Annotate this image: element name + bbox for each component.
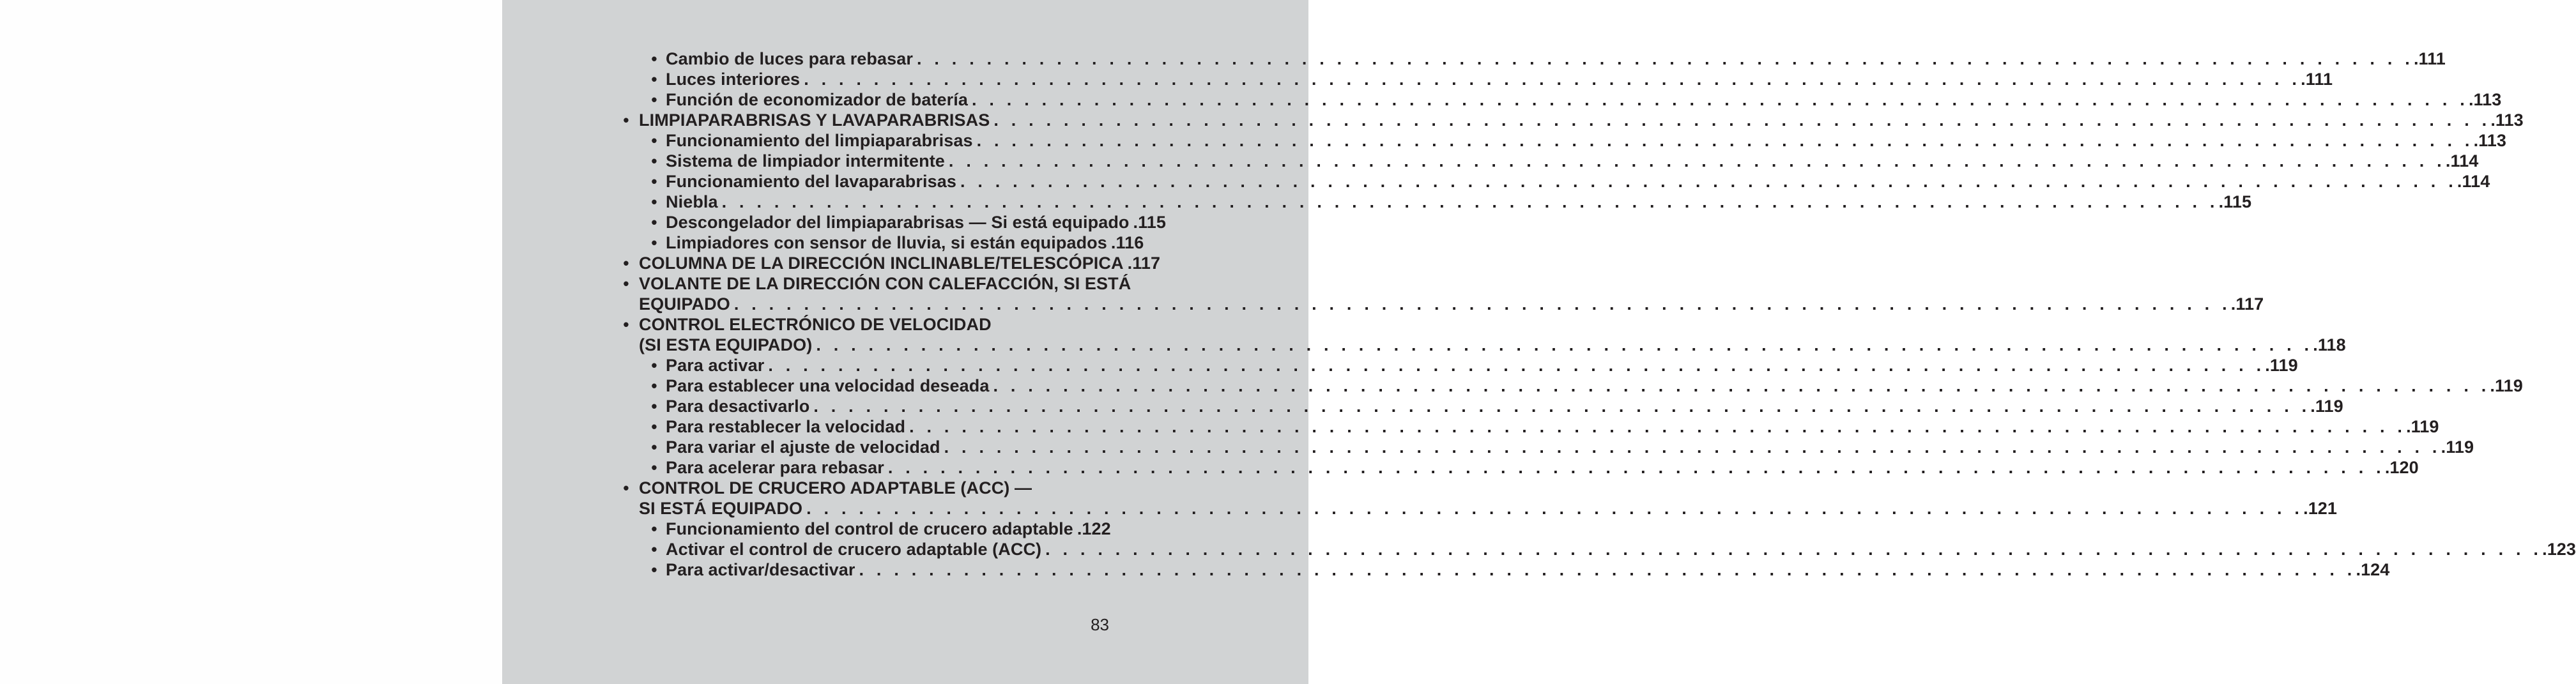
toc-entry-label: Para variar el ajuste de velocidad xyxy=(666,437,940,457)
toc-entry-label: Para establecer una velocidad deseada xyxy=(666,376,990,395)
toc-entry-funcionamiento-limpiaparabrisas xyxy=(651,130,2507,151)
blank-left-page xyxy=(0,0,502,684)
toc-entry-page: .119 xyxy=(2490,376,2523,395)
toc-entry-label: Niebla xyxy=(666,192,718,211)
toc-entry-page: .113 xyxy=(2468,90,2502,109)
toc-entry-luces-interiores xyxy=(651,69,2333,89)
toc-entry-label: Funcionamiento del limpiaparabrisas xyxy=(666,131,973,150)
toc-entry-label: Limpiadores con sensor de lluvia, si están equipados xyxy=(666,233,1107,252)
bullet-icon: • xyxy=(651,192,657,211)
toc-entry-control-electronico-velocidad xyxy=(623,314,1109,335)
toc-entry-page: .121 xyxy=(2303,499,2338,518)
dot-leader: . . . . . . . . . . . . . . . . . . . . . . . . . . . . . . . . . . . . . . . . . . . . . . . . . . . . . . . . . . . . . . . . . . . . . . . . . . . . . . . . . . . . . . xyxy=(971,90,2469,109)
bullet-icon: • xyxy=(623,315,629,334)
bullet-icon: • xyxy=(651,70,657,89)
toc-entry-sensor-lluvia xyxy=(651,232,1144,253)
dot-leader: . . . . . . . . . . . . . . . . . . . . . . . . . . . . . . . . . . . . . . . . . . . . . . . . . . . . . . . . . . . . . . . . . . . . . . . . . . . . . . . . . . . . . . xyxy=(806,499,2304,518)
toc-entry-label: Luces interiores xyxy=(666,70,801,89)
toc-entry-page: .119 xyxy=(2265,356,2298,375)
dot-leader: . . . . . . . . . . . . . . . . . . . . . . . . . . . . . . . . . . . . . . . . . . . . . . . . . . . . . . . . . . . . . . . . . . . . . . . . . . . . . . . . . . . . . . xyxy=(813,397,2311,416)
toc-entry-label: Cambio de luces para rebasar xyxy=(666,49,913,68)
toc-entry-variar-ajuste xyxy=(651,437,2474,457)
toc-entry-label: VOLANTE DE LA DIRECCIÓN CON CALEFACCIÓN, SI ESTÁ xyxy=(639,274,1131,293)
toc-entry-page: .122 xyxy=(1077,519,1111,538)
toc-entry-label: Para restablecer la velocidad xyxy=(666,417,906,436)
toc-entry-page: .124 xyxy=(2356,560,2390,579)
toc-entry-label: Funcionamiento del lavaparabrisas xyxy=(666,172,956,191)
toc-entry-volante-calefaccion xyxy=(623,273,1131,294)
toc-entry-activar-desactivar xyxy=(651,559,2390,580)
dot-leader: . . . . . . . . . . . . . . . . . . . . . . . . . . . . . . . . . . . . . . . . . . . . . . . . . . . . . . . . . . . . . . . . . . . . . . . . . . . . . . . . . . . . . . xyxy=(887,458,2385,477)
toc-entry-para-activar xyxy=(651,355,2298,376)
bullet-icon: • xyxy=(651,560,657,579)
toc-entry-restablecer-velocidad xyxy=(651,416,2439,437)
toc-entry-crucero-adaptable xyxy=(623,478,1109,498)
toc-entry-page: .123 xyxy=(2542,540,2576,559)
toc-entry-page: .111 xyxy=(2301,70,2333,89)
toc-entry-page: .114 xyxy=(2457,172,2490,191)
toc-entry-label: LIMPIAPARABRISAS Y LAVAPARABRISAS xyxy=(639,110,990,130)
toc-entry-page: .116 xyxy=(1110,233,1144,252)
dot-leader: . . . . . . . . . . . . . . . . . . . . . . . . . . . . . . . . . . . . . . . . . . . . . . . . . . . . . . . . . . . . . . . . . . . . . . . . . . . . . . . . . . . . . . xyxy=(993,110,2491,130)
toc-entry-limpiador-intermitente xyxy=(651,151,2479,171)
toc-entry-label: COLUMNA DE LA DIRECCIÓN INCLINABLE/TELESCÓPICA xyxy=(639,254,1124,273)
bullet-icon: • xyxy=(651,90,657,109)
toc-entry-label: EQUIPADO xyxy=(639,294,730,314)
page-number: 83 xyxy=(1091,615,1109,634)
bullet-icon: • xyxy=(651,213,657,232)
toc-entry-desactivarlo xyxy=(651,396,2343,416)
toc-entry-label: Descongelador del limpiaparabrisas — Si está equipado xyxy=(666,213,1130,232)
toc-entry-label: CONTROL DE CRUCERO ADAPTABLE (ACC) — xyxy=(639,478,1032,498)
toc-entry-label: Funcionamiento del control de crucero adaptable xyxy=(666,519,1073,538)
bullet-icon: • xyxy=(651,540,657,559)
table-of-contents xyxy=(502,0,2576,684)
toc-entry-cambio-de-luces xyxy=(651,49,2446,69)
bullet-icon: • xyxy=(651,437,657,457)
toc-entry-page: .117 xyxy=(1127,254,1161,273)
bullet-icon: • xyxy=(651,131,657,150)
toc-entry-label: Para activar/desactivar xyxy=(666,560,855,579)
toc-entry-label: Para desactivarlo xyxy=(666,397,810,416)
dot-leader: . . . . . . . . . . . . . . . . . . . . . . . . . . . . . . . . . . . . . . . . . . . . . . . . . . . . . . . . . . . . . . . . . . . . . . . . . . . . . . . . . . . . . . xyxy=(721,192,2219,211)
toc-entry-label: CONTROL ELECTRÓNICO DE VELOCIDAD xyxy=(639,315,992,334)
toc-entry-page: .119 xyxy=(2406,417,2439,436)
toc-entry-page: .118 xyxy=(2313,335,2346,354)
dot-leader: . . . . . . . . . . . . . . . . . . . . . . . . . . . . . . . . . . . . . . . . . . . . . . . . . . . . . . . . . . . . . . . . . . . . . . . . . . . . . . . . . . . . . . xyxy=(916,49,2414,68)
dot-leader: . . . . . . . . . . . . . . . . . . . . . . . . . . . . . . . . . . . . . . . . . . . . . . . . . . . . . . . . . . . . . . . . . . . . . . . . . . . . . . . . . . . . . . xyxy=(859,560,2356,579)
toc-entry-page: .113 xyxy=(2473,131,2507,150)
toc-entry-page: .119 xyxy=(2310,397,2343,416)
dot-leader: . . . . . . . . . . . . . . . . . . . . . . . . . . . . . . . . . . . . . . . . . . . . . . . . . . . . . . . . . . . . . . . . . . . . . . . . . . . . . . . . . . . . . . xyxy=(816,335,2313,354)
toc-entry-crucero-adaptable-cont xyxy=(639,498,2338,519)
toc-entry-columna-direccion xyxy=(623,253,1161,273)
bullet-icon: • xyxy=(651,519,657,538)
bullet-icon: • xyxy=(623,110,629,130)
toc-entry-economizador-bateria xyxy=(651,89,2502,110)
toc-entry-label: Sistema de limpiador intermitente xyxy=(666,151,945,171)
toc-entry-label: (SI ESTA EQUIPADO) xyxy=(639,335,813,354)
toc-entry-niebla xyxy=(651,192,2252,212)
toc-entry-page: .117 xyxy=(2230,294,2264,314)
toc-entry-acelerar-rebasar xyxy=(651,457,2419,478)
toc-entry-establecer-velocidad xyxy=(651,376,2523,396)
bullet-icon: • xyxy=(651,376,657,395)
toc-entry-page: .115 xyxy=(2218,192,2252,211)
toc-entry-label: SI ESTÁ EQUIPADO xyxy=(639,499,803,518)
bullet-icon: • xyxy=(651,151,657,171)
manual-page xyxy=(502,0,2576,684)
dot-leader: . . . . . . . . . . . . . . . . . . . . . . . . . . . . . . . . . . . . . . . . . . . . . . . . . . . . . . . . . . . . . . . . . . . . . . . . . . . . . . . . . . . . . . xyxy=(1045,540,2543,559)
dot-leader: . . . . . . . . . . . . . . . . . . . . . . . . . . . . . . . . . . . . . . . . . . . . . . . . . . . . . . . . . . . . . . . . . . . . . . . . . . . . . . . . . . . . . . xyxy=(993,376,2490,395)
toc-entry-page: .120 xyxy=(2384,458,2419,477)
dot-leader: . . . . . . . . . . . . . . . . . . . . . . . . . . . . . . . . . . . . . . . . . . . . . . . . . . . . . . . . . . . . . . . . . . . . . . . . . . . . . . . . . . . . . . xyxy=(944,437,2441,457)
toc-entry-funcionamiento-lavaparabrisas xyxy=(651,171,2490,192)
bullet-icon: • xyxy=(651,233,657,252)
toc-entry-funcionamiento-crucero xyxy=(651,519,1111,539)
dot-leader: . . . . . . . . . . . . . . . . . . . . . . . . . . . . . . . . . . . . . . . . . . . . . . . . . . . . . . . . . . . . . . . . . . . . . . . . . . . . . . . . . . . . . . xyxy=(909,417,2407,436)
bullet-icon: • xyxy=(651,397,657,416)
bullet-icon: • xyxy=(623,478,629,498)
bullet-icon: • xyxy=(623,254,629,273)
dot-leader: . . . . . . . . . . . . . . . . . . . . . . . . . . . . . . . . . . . . . . . . . . . . . . . . . . . . . . . . . . . . . . . . . . . . . . . . . . . . . . . . . . . . . . xyxy=(948,151,2446,171)
toc-entry-descongelador xyxy=(651,212,1166,232)
toc-entry-page: .119 xyxy=(2441,437,2474,457)
dot-leader: . . . . . . . . . . . . . . . . . . . . . . . . . . . . . . . . . . . . . . . . . . . . . . . . . . . . . . . . . . . . . . . . . . . . . . . . . . . . . . . . . . . . . . xyxy=(960,172,2457,191)
dot-leader: . . . . . . . . . . . . . . . . . . . . . . . . . . . . . . . . . . . . . . . . . . . . . . . . . . . . . . . . . . . . . . . . . . . . . . . . . . . . . . . . . . . . . . xyxy=(976,131,2474,150)
toc-entry-page: .113 xyxy=(2490,110,2524,130)
toc-entry-label: Activar el control de crucero adaptable (ACC) xyxy=(666,540,1042,559)
dot-leader: . . . . . . . . . . . . . . . . . . . . . . . . . . . . . . . . . . . . . . . . . . . . . . . . . . . . . . . . . . . . . . . . . . . . . . . . . . . . . . . . . . . . . . xyxy=(804,70,2301,89)
bullet-icon: • xyxy=(651,356,657,375)
dot-leader: . . . . . . . . . . . . . . . . . . . . . . . . . . . . . . . . . . . . . . . . . . . . . . . . . . . . . . . . . . . . . . . . . . . . . . . . . . . . . . . . . . . . . . xyxy=(733,294,2231,314)
toc-entry-page: .115 xyxy=(1133,213,1166,232)
dot-leader: . . . . . . . . . . . . . . . . . . . . . . . . . . . . . . . . . . . . . . . . . . . . . . . . . . . . . . . . . . . . . . . . . . . . . . . . . . . . . . . . . . . . . . xyxy=(768,356,2266,375)
bullet-icon: • xyxy=(623,274,629,293)
toc-entry-label: Función de economizador de batería xyxy=(666,90,968,109)
toc-entry-control-electronico-velocidad-cont xyxy=(639,335,2346,355)
toc-entry-page: .114 xyxy=(2445,151,2479,171)
bullet-icon: • xyxy=(651,49,657,68)
toc-entry-activar-crucero xyxy=(651,539,2576,559)
toc-entry-limpiaparabrisas-section xyxy=(623,110,2524,130)
bullet-icon: • xyxy=(651,172,657,191)
bullet-icon: • xyxy=(651,458,657,477)
toc-entry-label: Para activar xyxy=(666,356,765,375)
toc-entry-label: Para acelerar para rebasar xyxy=(666,458,884,477)
toc-entry-volante-calefaccion-cont xyxy=(639,294,2264,314)
bullet-icon: • xyxy=(651,417,657,436)
toc-entry-page: .111 xyxy=(2413,49,2446,68)
